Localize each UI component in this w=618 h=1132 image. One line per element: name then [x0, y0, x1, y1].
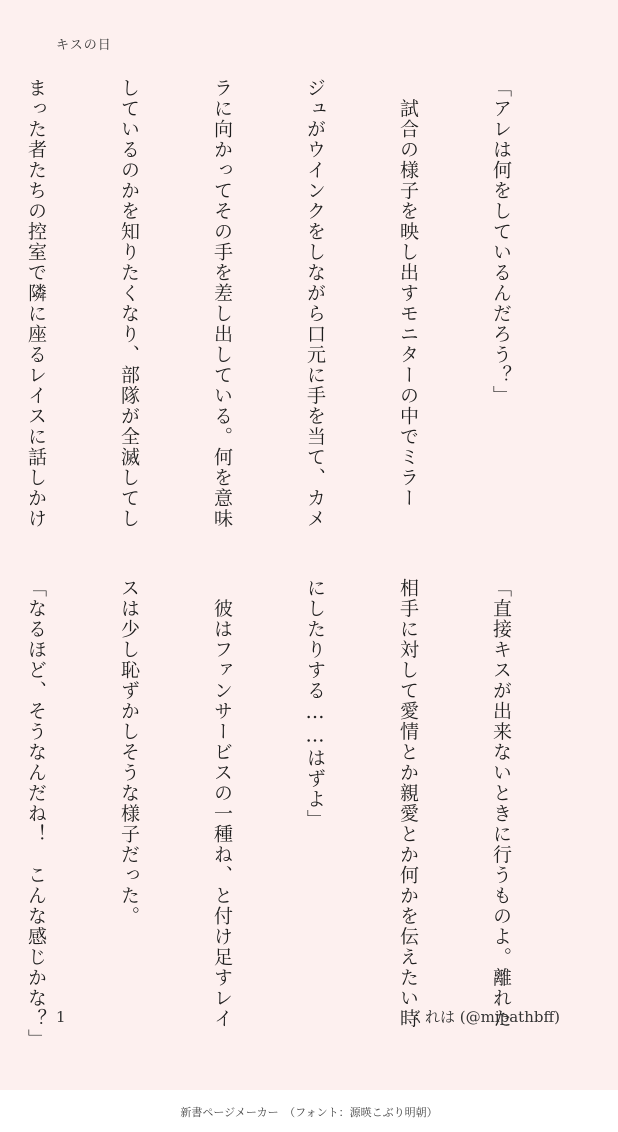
upper-text-block	[0, 78, 578, 529]
text-line: 彼はファンサービスの一種ね、と付け足すレイ	[211, 578, 233, 1029]
author-credit: くれは (@mipathbff)	[410, 1008, 560, 1026]
text-line: 「アレは何をしているんだろう？」	[490, 78, 512, 406]
text-line: スは少し恥ずかしそうな様子だった。	[118, 578, 140, 927]
page-title: キスの日	[56, 38, 112, 53]
text-line: ジュがウインクをしながら口元に手を当て、カメ	[304, 78, 326, 529]
page-number: 1	[56, 1008, 66, 1026]
text-line: まった者たちの控室で隣に座るレイスに話しかけ	[25, 78, 47, 529]
text-line: 試合の様子を映し出すモニターの中でミラー	[397, 78, 419, 509]
text-line: にしたりする……はずよ」	[304, 578, 326, 830]
generator-credit: 新書ページメーカー （フォント：源暎こぶり明朝）	[180, 1106, 438, 1119]
text-line: 相手に対して愛情とか親愛とか何かを伝えたい時	[397, 578, 419, 1029]
text-line: 「なるほど、そうなんだね！ こんな感じかな？」	[25, 578, 47, 1050]
text-line: 「直接キスが出来ないときに行うものよ。離れた	[490, 578, 512, 1029]
text-line: ラに向かってその手を差し出している。何を意味	[211, 78, 233, 529]
text-line: しているのかを知りたくなり、部隊が全滅してし	[118, 78, 140, 529]
